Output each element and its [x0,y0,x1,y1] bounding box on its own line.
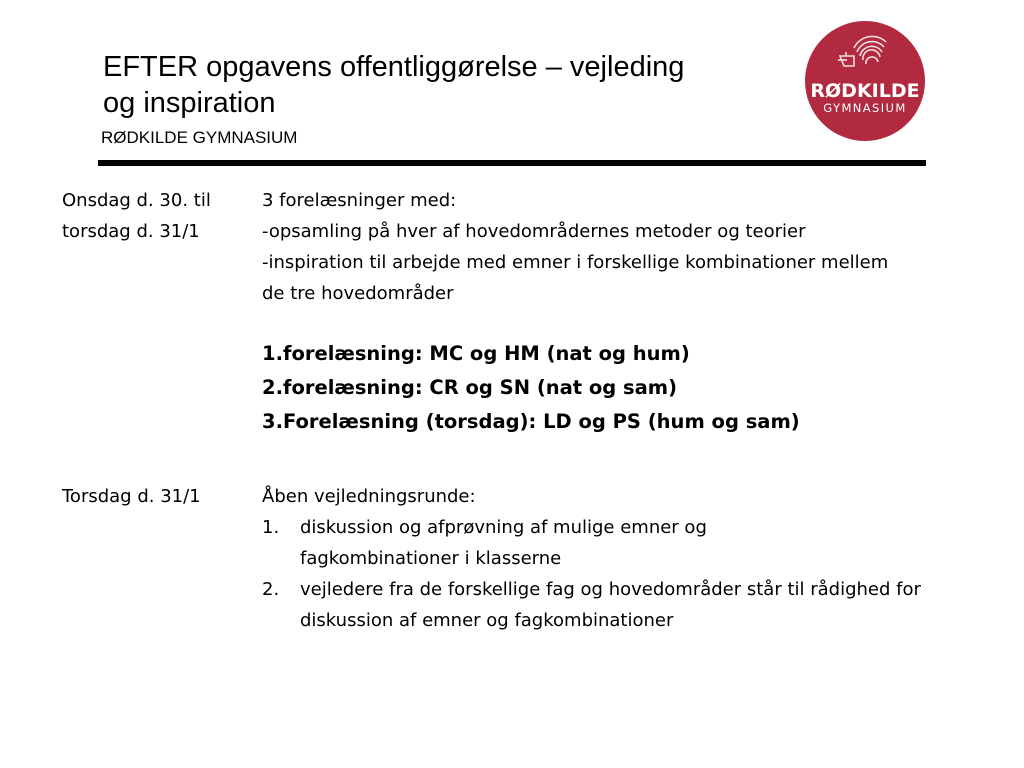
lecture-list [262,337,962,439]
list-item [262,512,840,574]
header-divider [98,160,926,166]
logo-text-line-2: GYMNASIUM [823,101,907,115]
row-1-content [262,185,962,439]
logo-text-line-1: RØDKILDE [810,80,920,102]
row-2-content [262,481,962,636]
title-line-2: og inspiration [103,87,276,119]
list-item [262,574,940,636]
school-logo [804,20,926,142]
list-item-text: vejledere fra de forskellige fag og hovedområder står til rådighed for diskussion af emner og fagkombinationer [300,579,921,631]
guidance-list [262,512,962,636]
row-1-point-1: -opsamling på hver af hovedområdernes metoder og teorier [262,221,806,242]
lecture-item: 1.forelæsning: MC og HM (nat og hum) [262,342,690,365]
logo-emblem [804,20,926,142]
list-item-number: 2. [262,579,280,600]
row-1-point-2: -inspiration til arbejde med emner i forskellige kombinationer mellem de tre hovedområder [262,252,889,304]
row-1-date-line-1: Onsdag d. 30. til [62,190,211,211]
lecture-item: 2.forelæsning: CR og SN (nat og sam) [262,376,678,399]
row-1-date-label [62,185,252,247]
title-line-1: EFTER opgavens offentliggørelse – vejleding [103,51,685,83]
list-item-number: 1. [262,517,280,538]
page-title [103,49,803,121]
list-item-text: diskussion og afprøvning af mulige emner og fagkombinationer i klasserne [300,517,707,569]
row-1-intro: 3 forelæsninger med: [262,190,457,211]
row-1-date-line-2: torsdag d. 31/1 [62,221,200,242]
row-2-date-label: Torsdag d. 31/1 [62,486,201,507]
page-subtitle: RØDKILDE GYMNASIUM [101,128,298,147]
row-2-intro: Åben vejledningsrunde: [262,486,476,507]
lecture-item: 3.Forelæsning (torsdag): LD og PS (hum og sam) [262,410,800,433]
